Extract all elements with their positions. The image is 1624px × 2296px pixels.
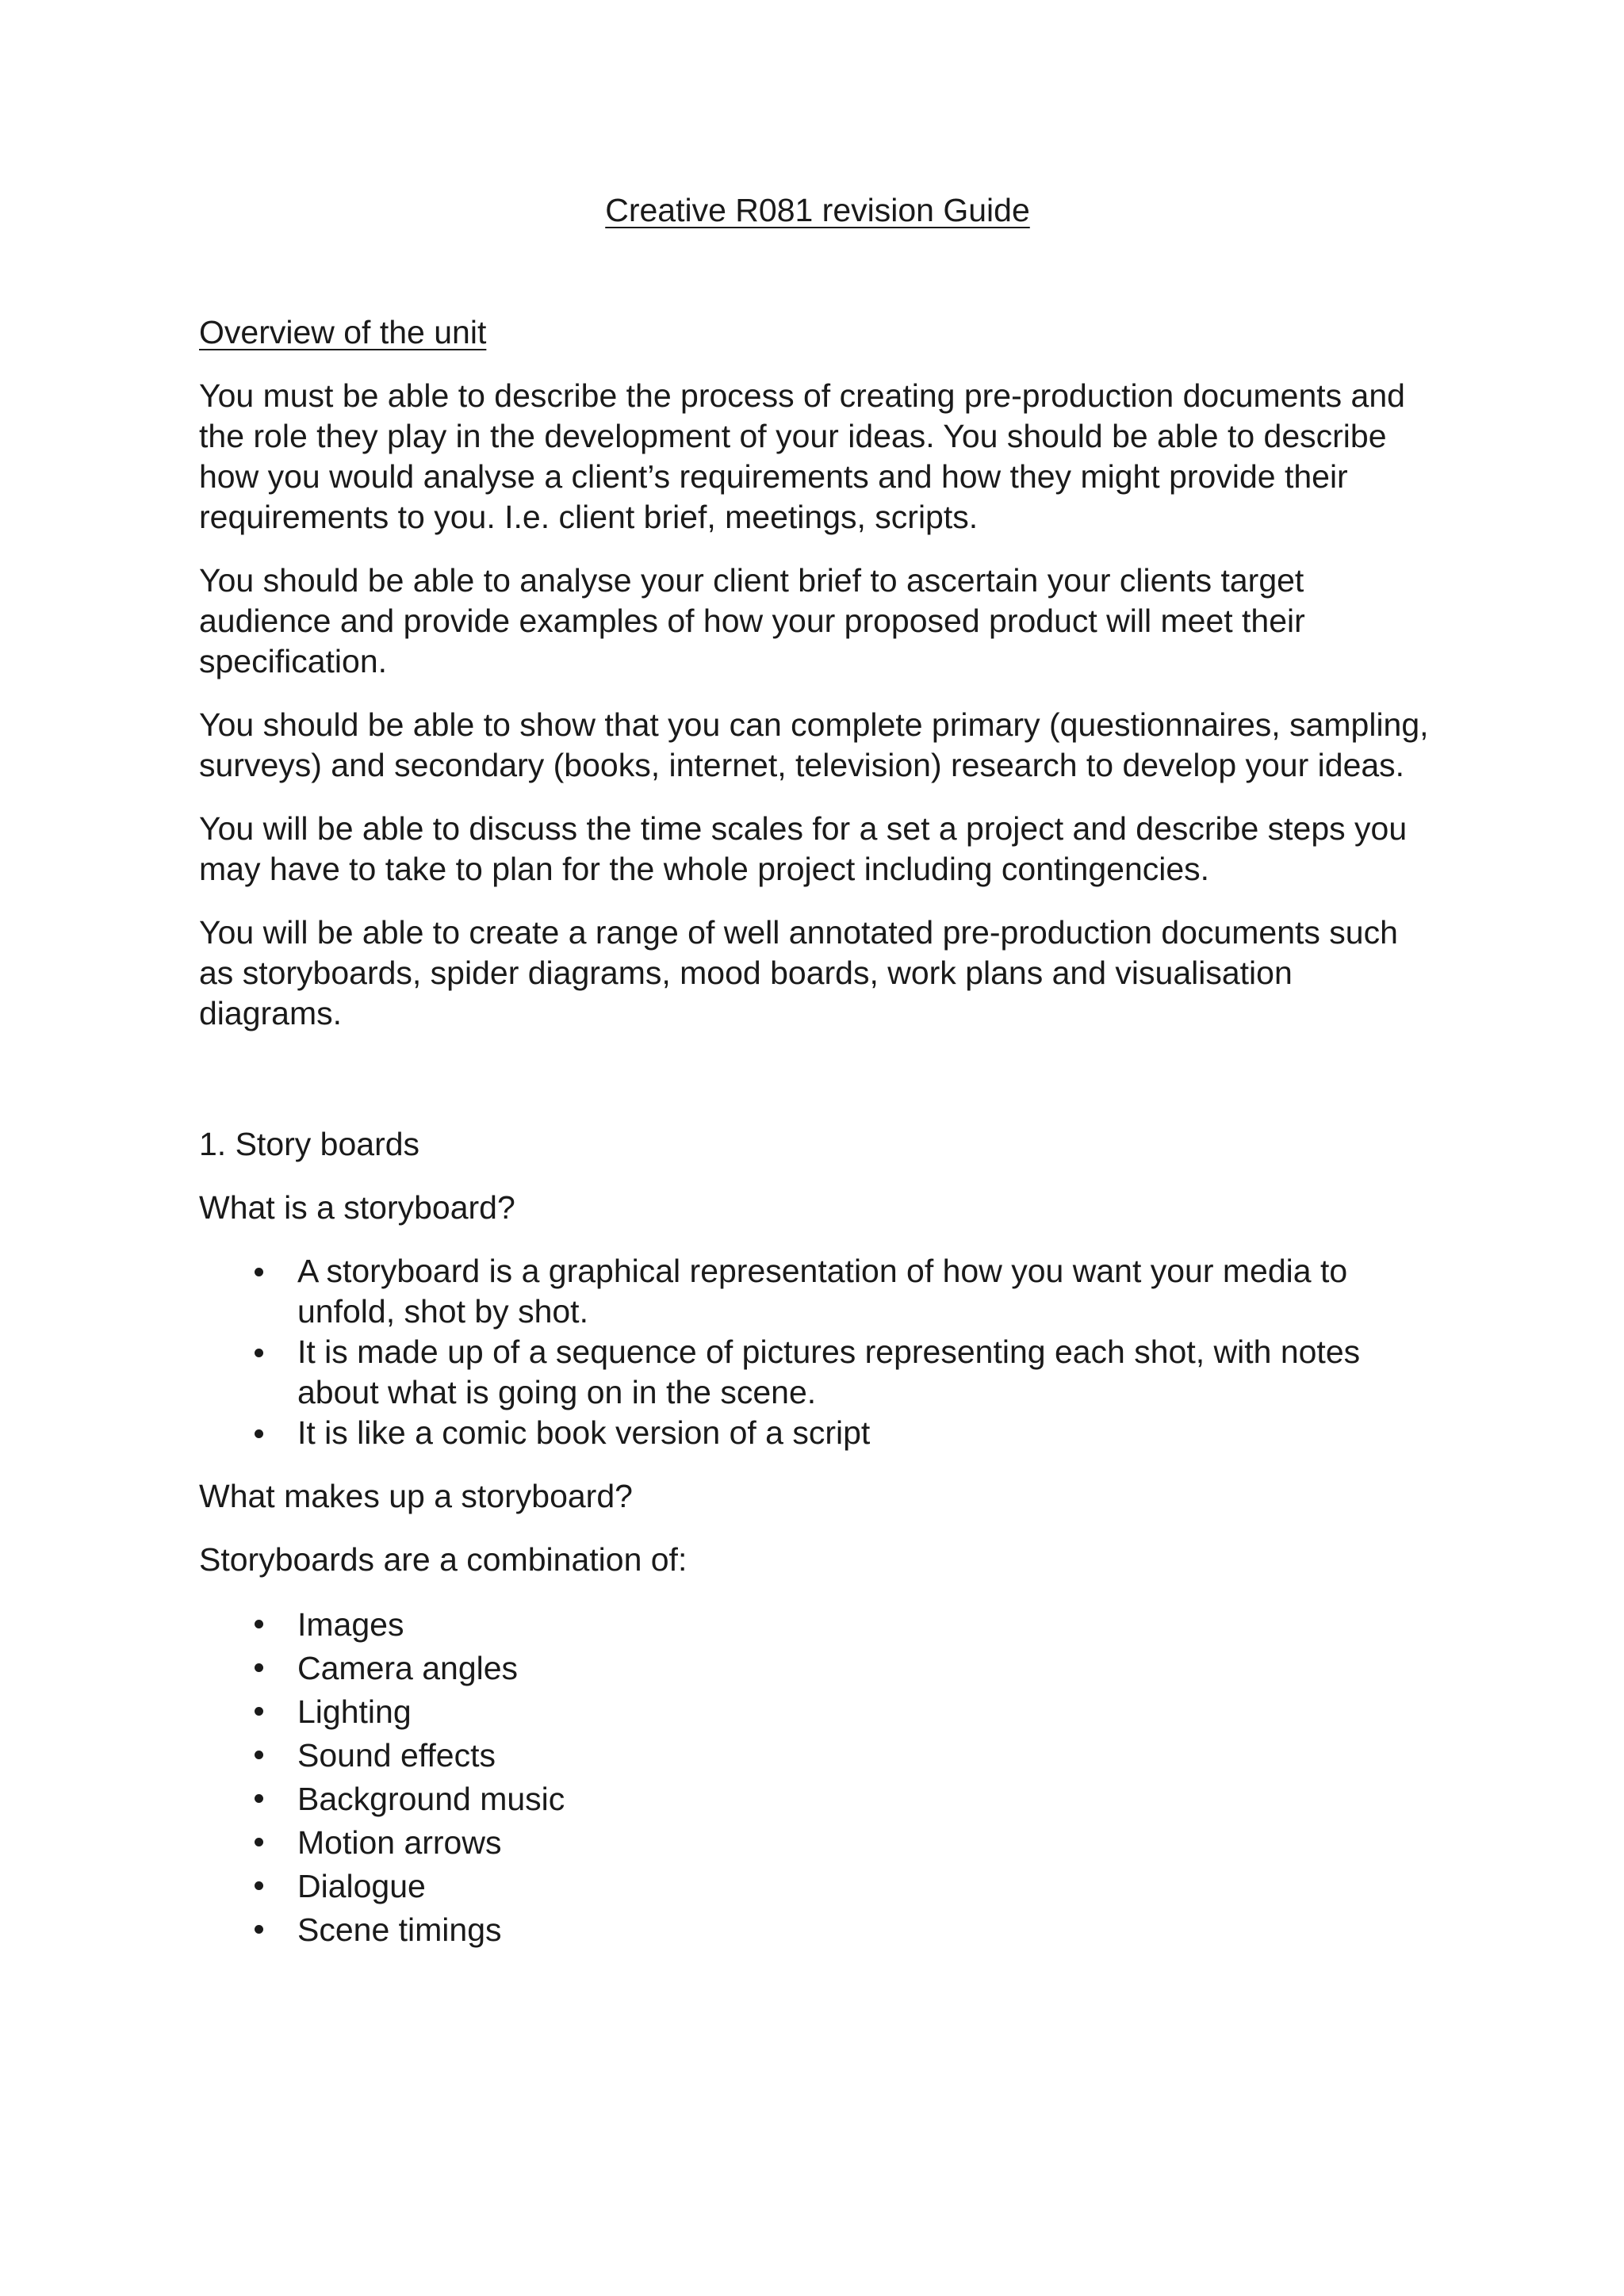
question-what-makes-storyboard: What makes up a storyboard? [199, 1478, 633, 1514]
document-title: Creative R081 revision Guide [605, 192, 1030, 228]
list-item: It is made up of a sequence of pictures representing each shot, with notes about what is going on in the scene. [199, 1332, 1436, 1413]
overview-paragraph: You should be able to show that you can complete primary (questionnaires, sampling, surveys) and secondary (books, internet, television) research to develop your ideas. [199, 706, 1429, 783]
overview-paragraph: You must be able to describe the process of creating pre-production documents and the role they play in the development of your ideas. You should be able to describe how you would analyse a client’s requirements and how they might provide their requirements to you. I.e. client brief, meetings, scripts. [199, 377, 1405, 535]
list-item: It is like a comic book version of a script [199, 1413, 1436, 1453]
list-item: Sound effects [199, 1734, 1436, 1777]
overview-paragraph: You should be able to analyse your client brief to ascertain your clients target audience and provide examples of how your proposed product will meet their specification. [199, 562, 1305, 679]
list-item: Lighting [199, 1690, 1436, 1734]
storyboard-definition-list [199, 1251, 1436, 1453]
list-item: Images [199, 1603, 1436, 1647]
overview-paragraph: You will be able to discuss the time scales for a set a project and describe steps you may have to take to plan for the whole project including contingencies. [199, 810, 1408, 887]
overview-heading: Overview of the unit [199, 314, 487, 350]
list-item: A storyboard is a graphical representation of how you want your media to unfold, shot by shot. [199, 1251, 1436, 1332]
overview-paragraph: You will be able to create a range of well annotated pre-production documents such as storyboards, spider diagrams, mood boards, work plans and visualisation diagrams. [199, 914, 1398, 1031]
list-item: Dialogue [199, 1865, 1436, 1908]
storyboard-components-list [199, 1603, 1436, 1952]
list-item: Scene timings [199, 1908, 1436, 1952]
document-content [199, 190, 1436, 1975]
list-item: Camera angles [199, 1647, 1436, 1690]
list-item: Background music [199, 1777, 1436, 1821]
storyboard-combination-intro: Storyboards are a combination of: [199, 1541, 688, 1578]
question-what-is-storyboard: What is a storyboard? [199, 1189, 515, 1226]
list-item: Motion arrows [199, 1821, 1436, 1865]
section-heading-storyboards: 1. Story boards [199, 1126, 420, 1162]
